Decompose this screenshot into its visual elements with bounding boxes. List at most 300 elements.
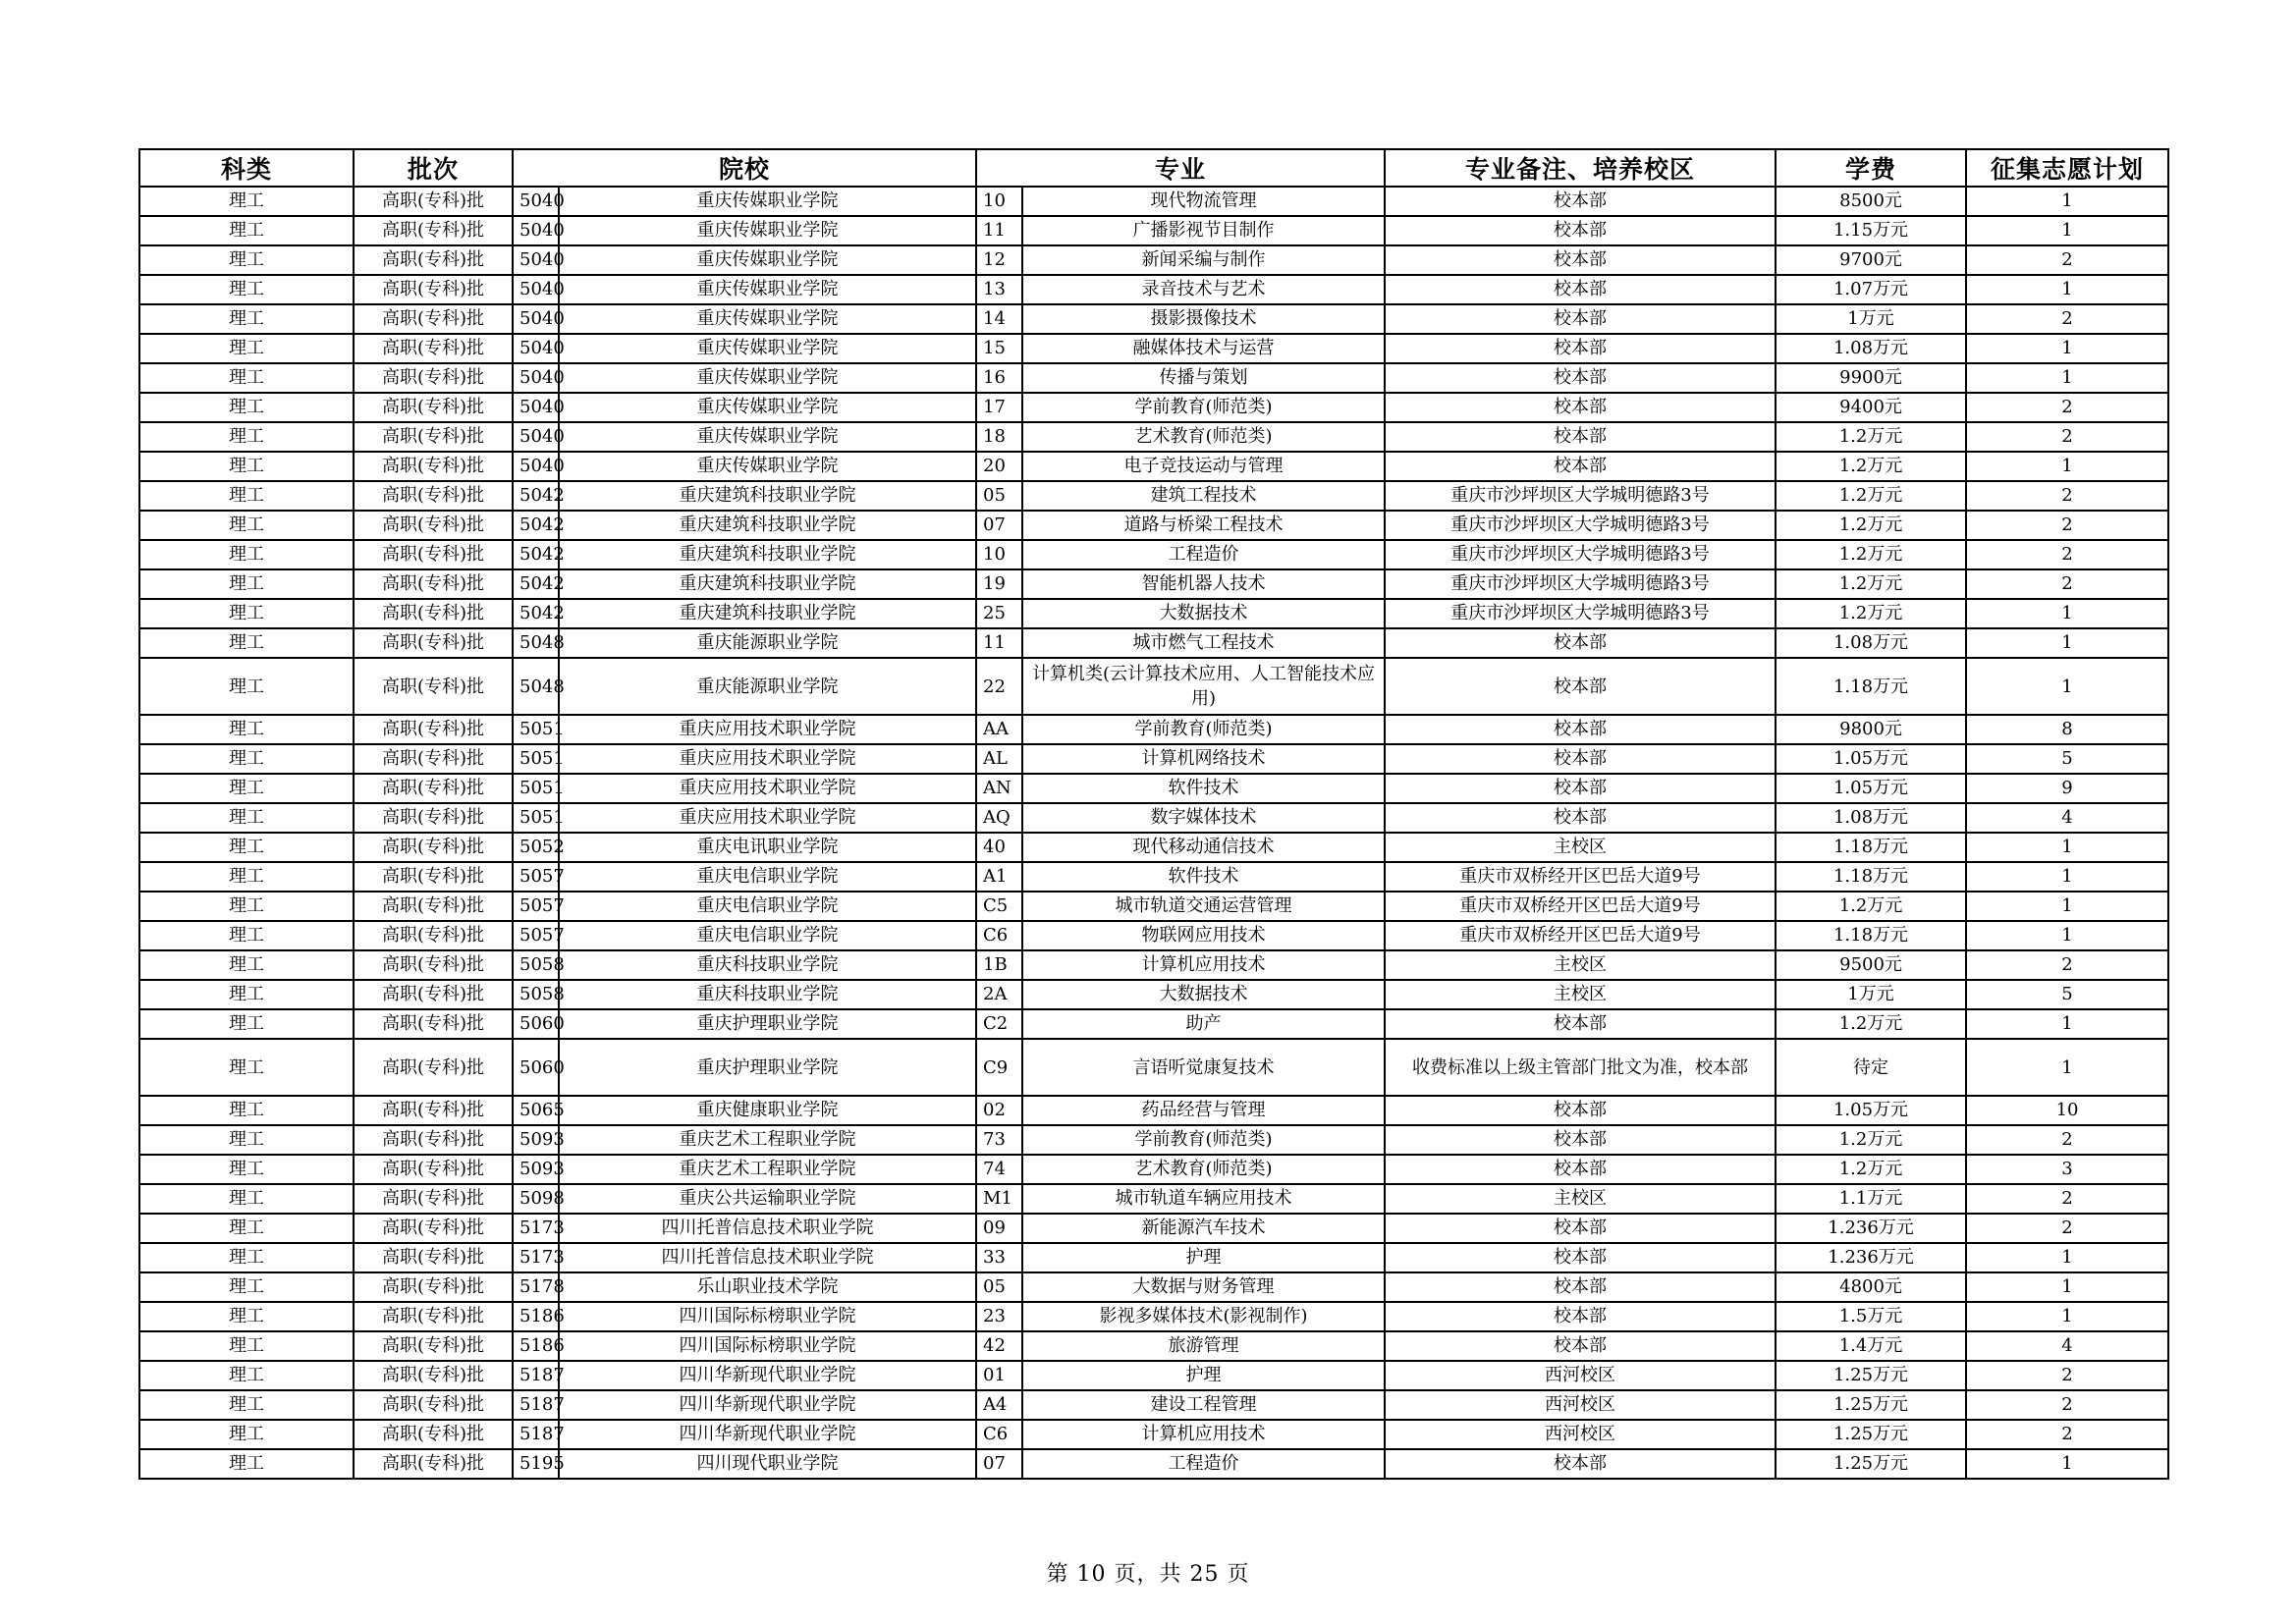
category-cell: 理工 [139, 1009, 354, 1039]
major-name-cell: 言语听觉康复技术 [1022, 1039, 1385, 1096]
batch-cell: 高职(专科)批 [354, 1302, 513, 1331]
table-row [139, 1096, 2168, 1125]
major-note-cell: 校本部 [1385, 1272, 1776, 1302]
plan-count-cell: 1 [1966, 833, 2168, 862]
major-name-cell: 新闻采编与制作 [1022, 245, 1385, 275]
school-code-cell: 5040 [513, 422, 559, 452]
school-code-cell: 5195 [513, 1449, 559, 1479]
school-code-cell: 5051 [513, 803, 559, 833]
tuition-cell: 1.2万元 [1776, 481, 1966, 511]
plan-count-cell: 2 [1966, 422, 2168, 452]
major-name-cell: 艺术教育(师范类) [1022, 422, 1385, 452]
school-name-cell: 重庆传媒职业学院 [559, 275, 976, 304]
major-code-cell: C6 [976, 1420, 1022, 1449]
category-cell: 理工 [139, 1331, 354, 1361]
school-code-cell: 5173 [513, 1243, 559, 1272]
school-code-cell: 5058 [513, 950, 559, 980]
tuition-cell: 1.25万元 [1776, 1420, 1966, 1449]
category-cell: 理工 [139, 1420, 354, 1449]
major-note-cell: 主校区 [1385, 833, 1776, 862]
header-batch: 批次 [354, 149, 513, 187]
table-row [139, 393, 2168, 422]
plan-count-cell: 5 [1966, 744, 2168, 774]
school-code-cell: 5042 [513, 569, 559, 599]
plan-count-cell: 4 [1966, 803, 2168, 833]
school-name-cell: 重庆建筑科技职业学院 [559, 569, 976, 599]
major-code-cell: 11 [976, 216, 1022, 245]
plan-count-cell: 2 [1966, 1214, 2168, 1243]
tuition-cell: 1.08万元 [1776, 628, 1966, 658]
school-code-cell: 5052 [513, 833, 559, 862]
plan-count-cell: 2 [1966, 540, 2168, 569]
school-code-cell: 5042 [513, 540, 559, 569]
major-code-cell: 12 [976, 245, 1022, 275]
table-row [139, 1184, 2168, 1214]
school-name-cell: 重庆传媒职业学院 [559, 363, 976, 393]
category-cell: 理工 [139, 1096, 354, 1125]
school-code-cell: 5051 [513, 715, 559, 744]
batch-cell: 高职(专科)批 [354, 540, 513, 569]
major-code-cell: 05 [976, 481, 1022, 511]
category-cell: 理工 [139, 744, 354, 774]
plan-count-cell: 2 [1966, 481, 2168, 511]
major-name-cell: 大数据与财务管理 [1022, 1272, 1385, 1302]
table-row [139, 1214, 2168, 1243]
plan-count-cell: 1 [1966, 1039, 2168, 1096]
table-row [139, 1125, 2168, 1155]
table-row [139, 892, 2168, 921]
tuition-cell: 1.2万元 [1776, 1155, 1966, 1184]
category-cell: 理工 [139, 1390, 354, 1420]
major-code-cell: 15 [976, 334, 1022, 363]
school-code-cell: 5173 [513, 1214, 559, 1243]
major-note-cell: 校本部 [1385, 334, 1776, 363]
tuition-cell: 1.25万元 [1776, 1361, 1966, 1390]
school-code-cell: 5093 [513, 1125, 559, 1155]
table-row [139, 511, 2168, 540]
major-code-cell: AL [976, 744, 1022, 774]
category-cell: 理工 [139, 921, 354, 950]
school-name-cell: 重庆应用技术职业学院 [559, 744, 976, 774]
table-row [139, 540, 2168, 569]
major-name-cell: 现代移动通信技术 [1022, 833, 1385, 862]
category-cell: 理工 [139, 803, 354, 833]
table-row [139, 1155, 2168, 1184]
major-note-cell: 校本部 [1385, 1096, 1776, 1125]
plan-count-cell: 1 [1966, 862, 2168, 892]
major-note-cell: 校本部 [1385, 187, 1776, 216]
school-code-cell: 5060 [513, 1009, 559, 1039]
plan-count-cell: 2 [1966, 569, 2168, 599]
tuition-cell: 1.1万元 [1776, 1184, 1966, 1214]
major-code-cell: 74 [976, 1155, 1022, 1184]
major-note-cell: 校本部 [1385, 275, 1776, 304]
major-code-cell: 18 [976, 422, 1022, 452]
major-note-cell: 校本部 [1385, 744, 1776, 774]
tuition-cell: 1.15万元 [1776, 216, 1966, 245]
major-name-cell: 城市燃气工程技术 [1022, 628, 1385, 658]
major-note-cell: 重庆市双桥经开区巴岳大道9号 [1385, 862, 1776, 892]
major-code-cell: 1B [976, 950, 1022, 980]
major-note-cell: 校本部 [1385, 1331, 1776, 1361]
school-name-cell: 四川华新现代职业学院 [559, 1420, 976, 1449]
school-name-cell: 重庆科技职业学院 [559, 980, 976, 1009]
tuition-cell: 1.4万元 [1776, 1331, 1966, 1361]
school-code-cell: 5048 [513, 628, 559, 658]
plan-count-cell: 10 [1966, 1096, 2168, 1125]
major-note-cell: 校本部 [1385, 715, 1776, 744]
school-name-cell: 四川托普信息技术职业学院 [559, 1243, 976, 1272]
category-cell: 理工 [139, 1125, 354, 1155]
batch-cell: 高职(专科)批 [354, 1214, 513, 1243]
category-cell: 理工 [139, 363, 354, 393]
batch-cell: 高职(专科)批 [354, 892, 513, 921]
school-name-cell: 重庆传媒职业学院 [559, 452, 976, 481]
plan-count-cell: 1 [1966, 1272, 2168, 1302]
major-note-cell: 重庆市沙坪坝区大学城明德路3号 [1385, 511, 1776, 540]
batch-cell: 高职(专科)批 [354, 1009, 513, 1039]
plan-count-cell: 1 [1966, 628, 2168, 658]
school-name-cell: 重庆建筑科技职业学院 [559, 540, 976, 569]
batch-cell: 高职(专科)批 [354, 1184, 513, 1214]
batch-cell: 高职(专科)批 [354, 803, 513, 833]
school-code-cell: 5051 [513, 774, 559, 803]
batch-cell: 高职(专科)批 [354, 275, 513, 304]
major-name-cell: 传播与策划 [1022, 363, 1385, 393]
school-code-cell: 5048 [513, 658, 559, 715]
school-code-cell: 5093 [513, 1155, 559, 1184]
batch-cell: 高职(专科)批 [354, 1155, 513, 1184]
table-body [139, 187, 2168, 1479]
school-code-cell: 5058 [513, 980, 559, 1009]
major-code-cell: 05 [976, 1272, 1022, 1302]
table-row [139, 1449, 2168, 1479]
major-note-cell: 校本部 [1385, 803, 1776, 833]
major-note-cell: 校本部 [1385, 1449, 1776, 1479]
tuition-cell: 1.07万元 [1776, 275, 1966, 304]
major-name-cell: 电子竞技运动与管理 [1022, 452, 1385, 481]
major-name-cell: 学前教育(师范类) [1022, 393, 1385, 422]
major-code-cell: C5 [976, 892, 1022, 921]
major-name-cell: 融媒体技术与运营 [1022, 334, 1385, 363]
plan-count-cell: 1 [1966, 599, 2168, 628]
plan-count-cell: 2 [1966, 1420, 2168, 1449]
category-cell: 理工 [139, 511, 354, 540]
table-row [139, 1039, 2168, 1096]
plan-count-cell: 2 [1966, 304, 2168, 334]
major-code-cell: 07 [976, 511, 1022, 540]
major-code-cell: 40 [976, 833, 1022, 862]
major-name-cell: 大数据技术 [1022, 599, 1385, 628]
tuition-cell: 待定 [1776, 1039, 1966, 1096]
school-code-cell: 5187 [513, 1390, 559, 1420]
table-row [139, 187, 2168, 216]
school-name-cell: 重庆应用技术职业学院 [559, 803, 976, 833]
tuition-cell: 1.2万元 [1776, 1125, 1966, 1155]
major-code-cell: M1 [976, 1184, 1022, 1214]
plan-count-cell: 1 [1966, 216, 2168, 245]
major-name-cell: 摄影摄像技术 [1022, 304, 1385, 334]
major-note-cell: 校本部 [1385, 1302, 1776, 1331]
batch-cell: 高职(专科)批 [354, 715, 513, 744]
category-cell: 理工 [139, 715, 354, 744]
table-row [139, 1420, 2168, 1449]
school-code-cell: 5040 [513, 275, 559, 304]
major-note-cell: 重庆市沙坪坝区大学城明德路3号 [1385, 569, 1776, 599]
school-name-cell: 重庆传媒职业学院 [559, 393, 976, 422]
school-name-cell: 重庆护理职业学院 [559, 1009, 976, 1039]
tuition-cell: 1.236万元 [1776, 1243, 1966, 1272]
school-name-cell: 重庆传媒职业学院 [559, 422, 976, 452]
school-code-cell: 5186 [513, 1302, 559, 1331]
category-cell: 理工 [139, 833, 354, 862]
school-code-cell: 5098 [513, 1184, 559, 1214]
plan-count-cell: 1 [1966, 363, 2168, 393]
batch-cell: 高职(专科)批 [354, 363, 513, 393]
major-code-cell: 22 [976, 658, 1022, 715]
tuition-cell: 1.25万元 [1776, 1449, 1966, 1479]
tuition-cell: 1.18万元 [1776, 921, 1966, 950]
major-name-cell: 影视多媒体技术(影视制作) [1022, 1302, 1385, 1331]
batch-cell: 高职(专科)批 [354, 187, 513, 216]
plan-count-cell: 2 [1966, 1125, 2168, 1155]
batch-cell: 高职(专科)批 [354, 1125, 513, 1155]
school-name-cell: 重庆健康职业学院 [559, 1096, 976, 1125]
school-name-cell: 重庆传媒职业学院 [559, 187, 976, 216]
batch-cell: 高职(专科)批 [354, 744, 513, 774]
tuition-cell: 1.25万元 [1776, 1390, 1966, 1420]
major-name-cell: 物联网应用技术 [1022, 921, 1385, 950]
table-row [139, 1272, 2168, 1302]
major-note-cell: 重庆市双桥经开区巴岳大道9号 [1385, 921, 1776, 950]
batch-cell: 高职(专科)批 [354, 1361, 513, 1390]
batch-cell: 高职(专科)批 [354, 1096, 513, 1125]
school-code-cell: 5040 [513, 393, 559, 422]
plan-count-cell: 2 [1966, 1361, 2168, 1390]
school-name-cell: 重庆电信职业学院 [559, 921, 976, 950]
major-name-cell: 旅游管理 [1022, 1331, 1385, 1361]
table-row [139, 715, 2168, 744]
category-cell: 理工 [139, 1039, 354, 1096]
table-row [139, 833, 2168, 862]
school-name-cell: 重庆建筑科技职业学院 [559, 481, 976, 511]
category-cell: 理工 [139, 628, 354, 658]
plan-count-cell: 1 [1966, 1302, 2168, 1331]
major-name-cell: 软件技术 [1022, 862, 1385, 892]
tuition-cell: 1.2万元 [1776, 452, 1966, 481]
major-name-cell: 城市轨道交通运营管理 [1022, 892, 1385, 921]
plan-count-cell: 2 [1966, 1184, 2168, 1214]
tuition-cell: 4800元 [1776, 1272, 1966, 1302]
school-name-cell: 重庆艺术工程职业学院 [559, 1125, 976, 1155]
school-name-cell: 重庆能源职业学院 [559, 658, 976, 715]
tuition-cell: 9400元 [1776, 393, 1966, 422]
table-row [139, 950, 2168, 980]
major-note-cell: 重庆市沙坪坝区大学城明德路3号 [1385, 599, 1776, 628]
batch-cell: 高职(专科)批 [354, 393, 513, 422]
school-code-cell: 5051 [513, 744, 559, 774]
major-code-cell: 11 [976, 628, 1022, 658]
major-name-cell: 现代物流管理 [1022, 187, 1385, 216]
major-note-cell: 主校区 [1385, 1184, 1776, 1214]
category-cell: 理工 [139, 1272, 354, 1302]
table-row [139, 628, 2168, 658]
major-note-cell: 西河校区 [1385, 1390, 1776, 1420]
category-cell: 理工 [139, 245, 354, 275]
header-major-note: 专业备注、培养校区 [1385, 149, 1776, 187]
major-name-cell: 智能机器人技术 [1022, 569, 1385, 599]
tuition-cell: 8500元 [1776, 187, 1966, 216]
major-note-cell: 校本部 [1385, 304, 1776, 334]
header-category: 科类 [139, 149, 354, 187]
table-row [139, 658, 2168, 715]
table-row [139, 569, 2168, 599]
plan-count-cell: 4 [1966, 1331, 2168, 1361]
batch-cell: 高职(专科)批 [354, 950, 513, 980]
major-code-cell: 10 [976, 540, 1022, 569]
plan-count-cell: 5 [1966, 980, 2168, 1009]
table-row [139, 216, 2168, 245]
tuition-cell: 9500元 [1776, 950, 1966, 980]
major-code-cell: 02 [976, 1096, 1022, 1125]
table-row [139, 774, 2168, 803]
major-note-cell: 校本部 [1385, 245, 1776, 275]
table-row [139, 1009, 2168, 1039]
major-code-cell: 07 [976, 1449, 1022, 1479]
header-school: 院校 [513, 149, 976, 187]
school-name-cell: 重庆护理职业学院 [559, 1039, 976, 1096]
major-code-cell: 20 [976, 452, 1022, 481]
major-name-cell: 学前教育(师范类) [1022, 715, 1385, 744]
tuition-cell: 1.18万元 [1776, 833, 1966, 862]
category-cell: 理工 [139, 950, 354, 980]
category-cell: 理工 [139, 187, 354, 216]
major-code-cell: A1 [976, 862, 1022, 892]
category-cell: 理工 [139, 452, 354, 481]
major-code-cell: AQ [976, 803, 1022, 833]
tuition-cell: 1.2万元 [1776, 540, 1966, 569]
table-row [139, 275, 2168, 304]
major-code-cell: C9 [976, 1039, 1022, 1096]
major-note-cell: 西河校区 [1385, 1420, 1776, 1449]
tuition-cell: 1.08万元 [1776, 334, 1966, 363]
major-code-cell: C6 [976, 921, 1022, 950]
school-name-cell: 四川托普信息技术职业学院 [559, 1214, 976, 1243]
table-row [139, 862, 2168, 892]
major-code-cell: 25 [976, 599, 1022, 628]
school-name-cell: 四川华新现代职业学院 [559, 1361, 976, 1390]
category-cell: 理工 [139, 774, 354, 803]
tuition-cell: 1万元 [1776, 980, 1966, 1009]
major-name-cell: 软件技术 [1022, 774, 1385, 803]
school-code-cell: 5065 [513, 1096, 559, 1125]
major-code-cell: 16 [976, 363, 1022, 393]
tuition-cell: 1.236万元 [1776, 1214, 1966, 1243]
batch-cell: 高职(专科)批 [354, 833, 513, 862]
table-row [139, 363, 2168, 393]
plan-count-cell: 1 [1966, 452, 2168, 481]
table-row [139, 803, 2168, 833]
major-note-cell: 校本部 [1385, 1243, 1776, 1272]
major-name-cell: 城市轨道车辆应用技术 [1022, 1184, 1385, 1214]
batch-cell: 高职(专科)批 [354, 481, 513, 511]
table-row [139, 921, 2168, 950]
school-name-cell: 四川国际标榜职业学院 [559, 1302, 976, 1331]
table-row [139, 481, 2168, 511]
category-cell: 理工 [139, 980, 354, 1009]
school-code-cell: 5187 [513, 1420, 559, 1449]
tuition-cell: 1.2万元 [1776, 422, 1966, 452]
batch-cell: 高职(专科)批 [354, 980, 513, 1009]
category-cell: 理工 [139, 540, 354, 569]
school-code-cell: 5040 [513, 363, 559, 393]
major-note-cell: 校本部 [1385, 422, 1776, 452]
major-code-cell: 42 [976, 1331, 1022, 1361]
major-name-cell: 广播影视节目制作 [1022, 216, 1385, 245]
school-name-cell: 四川现代职业学院 [559, 1449, 976, 1479]
plan-count-cell: 2 [1966, 950, 2168, 980]
category-cell: 理工 [139, 862, 354, 892]
tuition-cell: 1.18万元 [1776, 862, 1966, 892]
tuition-cell: 1.2万元 [1776, 892, 1966, 921]
header-plan: 征集志愿计划 [1966, 149, 2168, 187]
major-name-cell: 工程造价 [1022, 540, 1385, 569]
category-cell: 理工 [139, 334, 354, 363]
major-name-cell: 计算机类(云计算技术应用、人工智能技术应用) [1022, 658, 1385, 715]
major-note-cell: 校本部 [1385, 216, 1776, 245]
batch-cell: 高职(专科)批 [354, 511, 513, 540]
header-major: 专业 [976, 149, 1385, 187]
batch-cell: 高职(专科)批 [354, 1039, 513, 1096]
major-name-cell: 建筑工程技术 [1022, 481, 1385, 511]
major-note-cell: 校本部 [1385, 658, 1776, 715]
major-code-cell: AA [976, 715, 1022, 744]
plan-count-cell: 1 [1966, 334, 2168, 363]
major-note-cell: 校本部 [1385, 1214, 1776, 1243]
tuition-cell: 1.2万元 [1776, 599, 1966, 628]
category-cell: 理工 [139, 569, 354, 599]
category-cell: 理工 [139, 1184, 354, 1214]
major-name-cell: 助产 [1022, 1009, 1385, 1039]
major-name-cell: 学前教育(师范类) [1022, 1125, 1385, 1155]
school-name-cell: 重庆应用技术职业学院 [559, 774, 976, 803]
category-cell: 理工 [139, 216, 354, 245]
school-name-cell: 重庆传媒职业学院 [559, 304, 976, 334]
major-note-cell: 主校区 [1385, 980, 1776, 1009]
plan-count-cell: 1 [1966, 1009, 2168, 1039]
school-name-cell: 重庆艺术工程职业学院 [559, 1155, 976, 1184]
tuition-cell: 1.08万元 [1776, 803, 1966, 833]
tuition-cell: 9900元 [1776, 363, 1966, 393]
category-cell: 理工 [139, 422, 354, 452]
school-name-cell: 重庆建筑科技职业学院 [559, 599, 976, 628]
category-cell: 理工 [139, 599, 354, 628]
major-code-cell: 10 [976, 187, 1022, 216]
school-code-cell: 5040 [513, 304, 559, 334]
batch-cell: 高职(专科)批 [354, 628, 513, 658]
batch-cell: 高职(专科)批 [354, 1390, 513, 1420]
major-name-cell: 道路与桥梁工程技术 [1022, 511, 1385, 540]
batch-cell: 高职(专科)批 [354, 1449, 513, 1479]
category-cell: 理工 [139, 304, 354, 334]
major-note-cell: 重庆市双桥经开区巴岳大道9号 [1385, 892, 1776, 921]
major-name-cell: 计算机网络技术 [1022, 744, 1385, 774]
batch-cell: 高职(专科)批 [354, 1331, 513, 1361]
school-name-cell: 四川华新现代职业学院 [559, 1390, 976, 1420]
batch-cell: 高职(专科)批 [354, 452, 513, 481]
batch-cell: 高职(专科)批 [354, 334, 513, 363]
table-row [139, 980, 2168, 1009]
